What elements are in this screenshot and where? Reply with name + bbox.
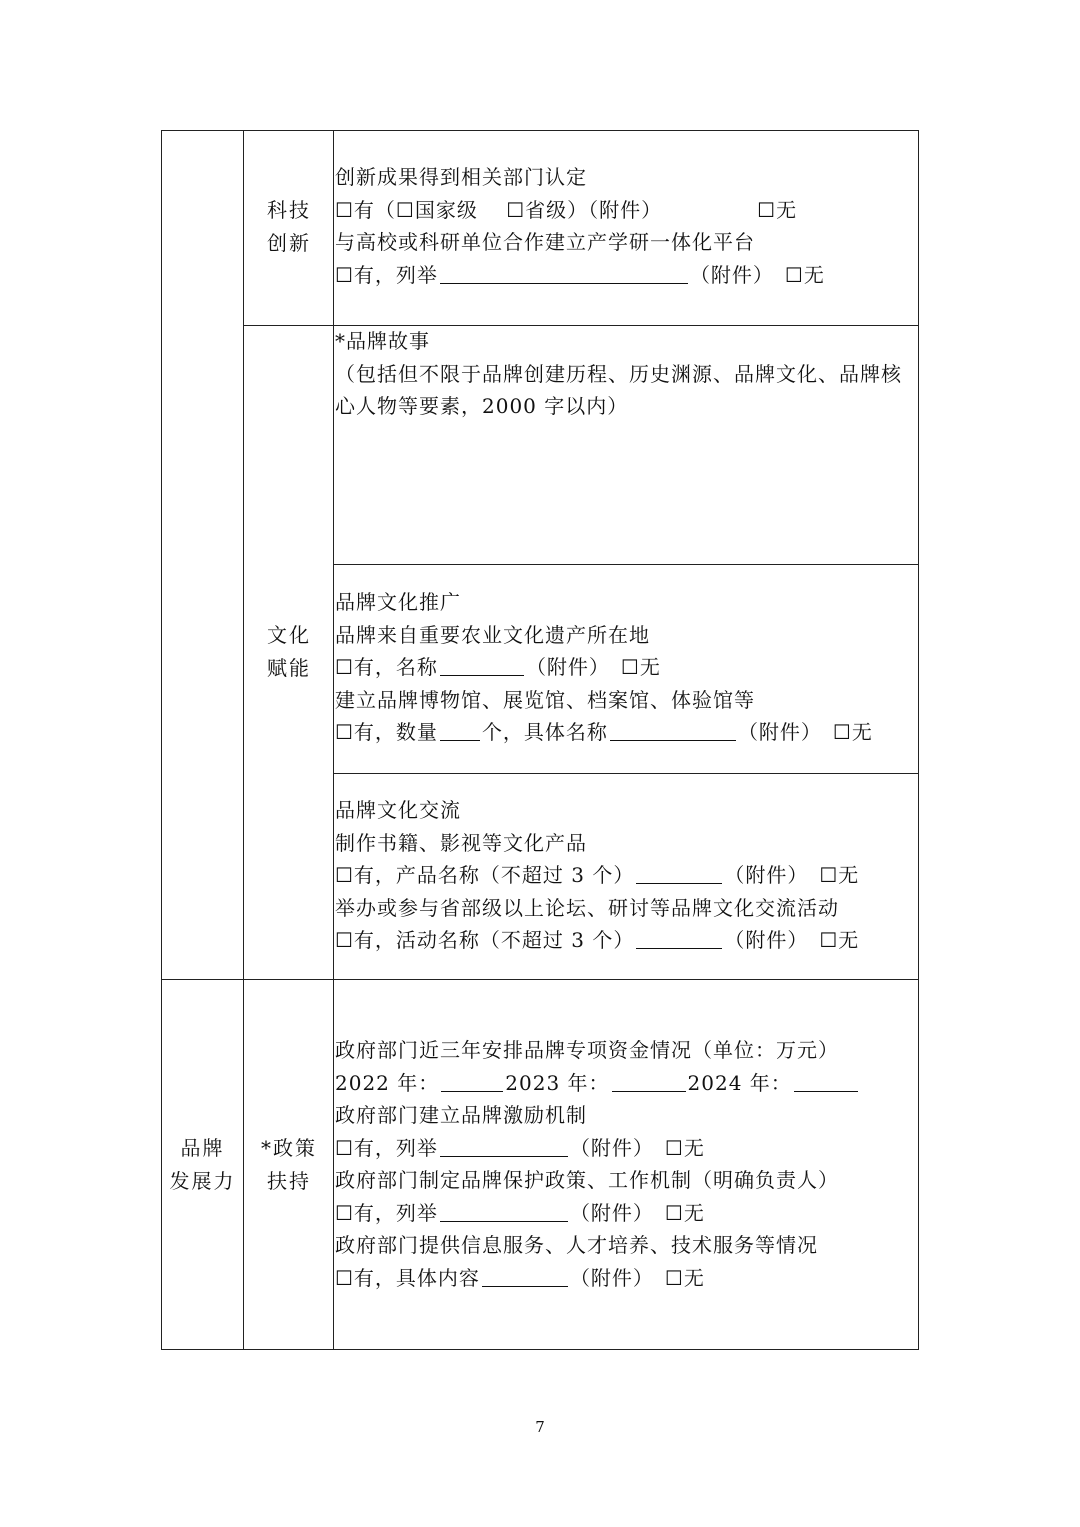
culture-label: 文化 赋能: [267, 623, 311, 680]
page-number: 7: [535, 1418, 545, 1436]
policy-support-label: *政策 扶持: [261, 1136, 317, 1193]
row-divider-culture: [161, 979, 919, 980]
content-blank[interactable]: [482, 1264, 568, 1287]
product-name-blank[interactable]: [636, 861, 722, 884]
table-border-right: [918, 130, 919, 1350]
brand-development-label: 品牌 发展力: [169, 1136, 236, 1193]
tech-innovation-content: 创新成果得到相关部门认定 ☐有（☐国家级 ☐省级）（附件） ☐无 与高校或科研单位合作建立产学研一体化平台 ☐有，列举 （附件） ☐无: [335, 165, 825, 287]
table-border-bottom: [161, 1349, 919, 1350]
tech-innovation-label: 科技 创新: [267, 198, 311, 255]
row-divider-promotion: [333, 773, 919, 774]
protection-blank[interactable]: [440, 1199, 568, 1222]
name-blank[interactable]: [440, 653, 524, 676]
fund-2023-blank[interactable]: [612, 1069, 686, 1092]
table-border-top: [161, 130, 919, 131]
quantity-blank[interactable]: [440, 718, 480, 741]
specific-name-blank[interactable]: [610, 718, 736, 741]
brand-promotion-content: 品牌文化推广 品牌来自重要农业文化遗产所在地 ☐有，名称 （附件） ☐无 建立品牌博物馆、展览馆、档案馆、体验馆等 ☐有，数量 个，具体名称 （附件） ☐无: [335, 590, 873, 744]
row-divider-story: [333, 564, 919, 565]
activity-name-blank[interactable]: [636, 926, 722, 949]
fund-2022-blank[interactable]: [441, 1069, 503, 1092]
brand-story-content: *品牌故事 （包括但不限于品牌创建历程、历史渊源、品牌文化、品牌核 心人物等要素，2000 字以内）: [335, 329, 902, 418]
policy-support-content: 政府部门近三年安排品牌专项资金情况（单位：万元） 2022 年： 2023 年： 2024 年： 政府部门建立品牌激励机制 ☐有，列举 （附件） ☐无 政府部门制定品牌保护政策、工作机制（明确负责人） ☐有，列举 （附件） ☐无 政府部门提供信息服务、人才培养、技术服务等情况 ☐有，具体内容 （附件） ☐无: [335, 1034, 860, 1294]
incentive-blank[interactable]: [440, 1134, 568, 1157]
fund-2024-blank[interactable]: [794, 1069, 858, 1092]
list-blank[interactable]: [440, 261, 688, 284]
brand-exchange-content: 品牌文化交流 制作书籍、影视等文化产品 ☐有，产品名称（不超过 3 个） （附件） ☐无 举办或参与省部级以上论坛、研讨等品牌文化交流活动 ☐有，活动名称（不超过 3 个） （附件） ☐无: [335, 798, 860, 952]
